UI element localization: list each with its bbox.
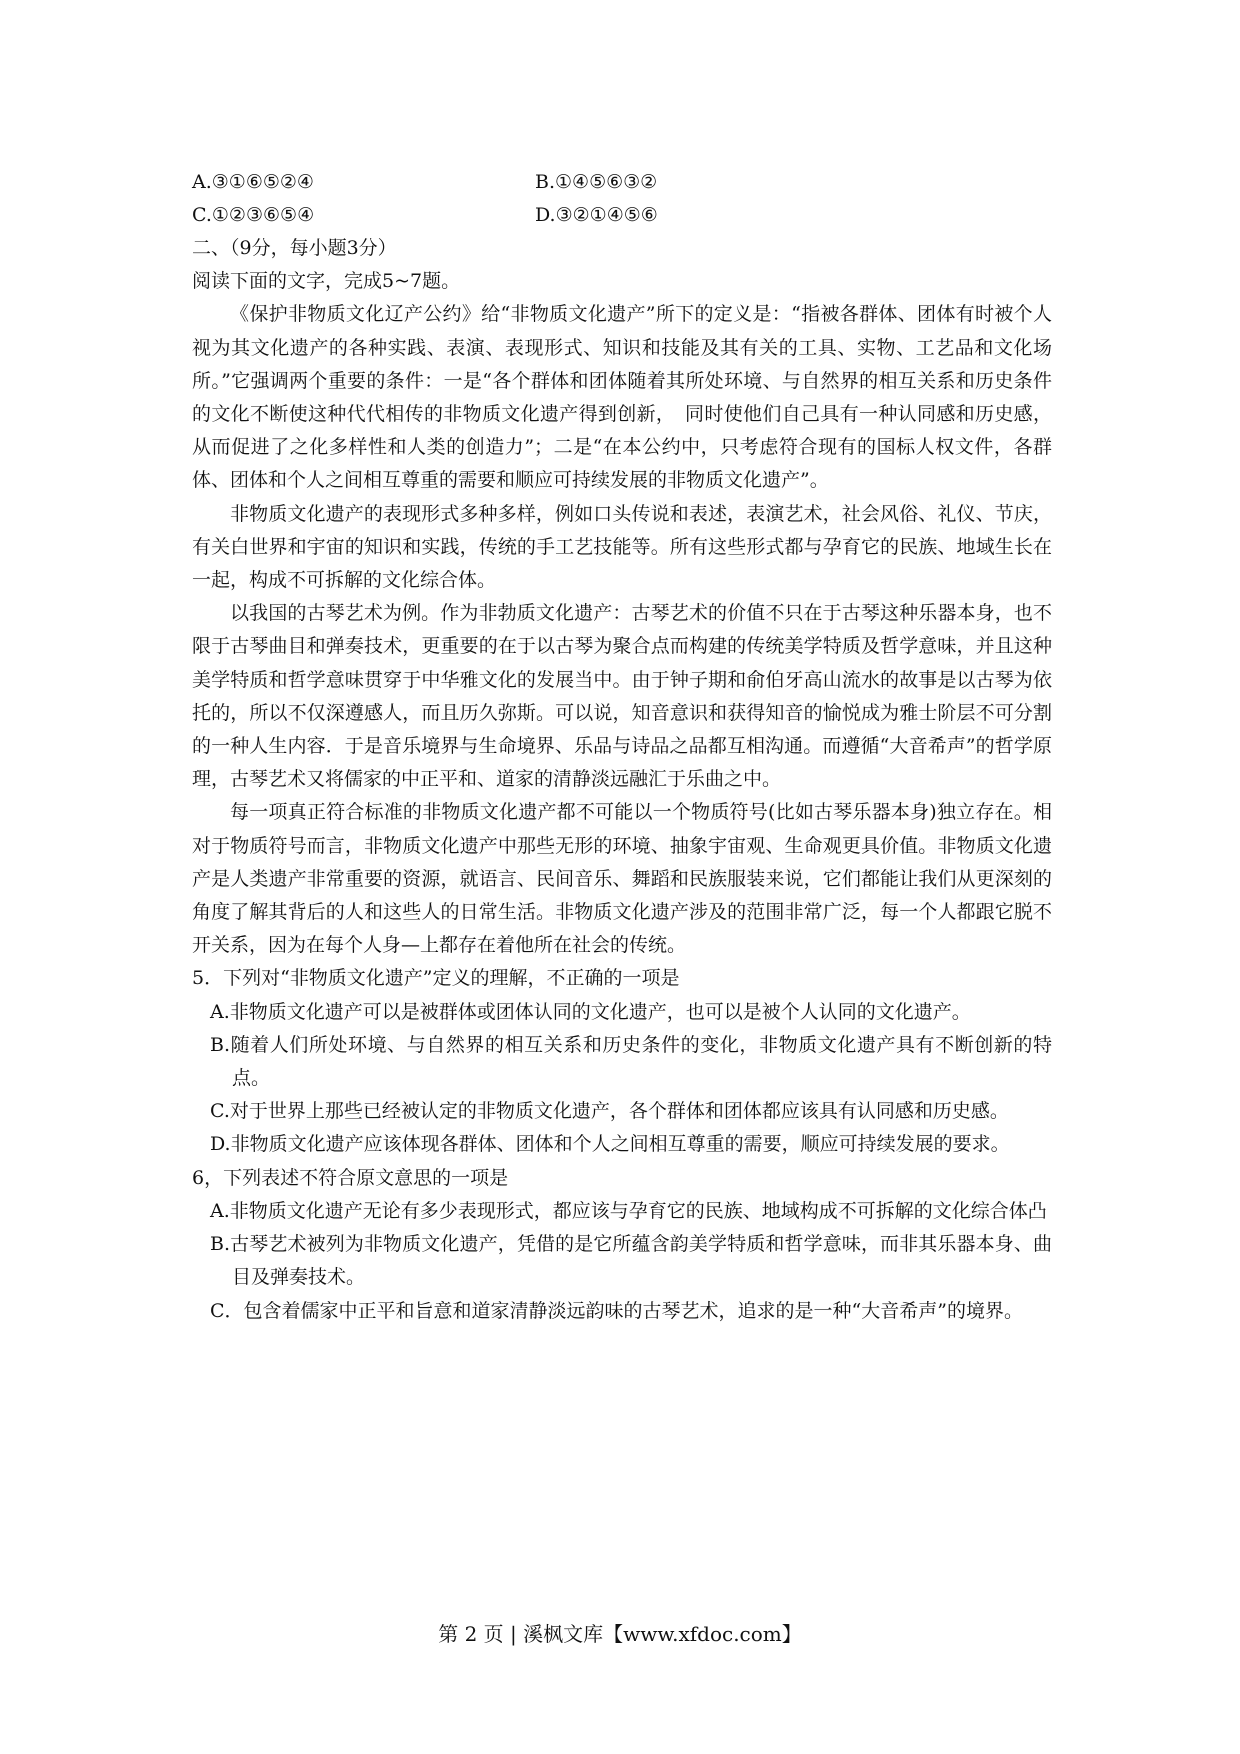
prev-options-row-2 [192,199,1052,232]
section-instruction: 阅读下面的文字，完成5~7题。 [192,270,461,293]
question-6-option-c: C．包含着儒家中正平和旨意和道家清静淡远韵味的古琴艺术，追求的是一种“大音希声”的境界。 [210,1299,1023,1322]
passage-paragraph-2: 非物质文化遗产的表现形式多种多样，例如口头传说和表述，表演艺术，社会风俗、礼仪、节庆，有关白世界和宇宙的知识和实践，传统的手工艺技能等。所有这些形式都与孕育它的民族、地域生长在一起，构成不可拆解的文化综合体。 [192,502,1052,592]
question-5-option-d: D.非物质文化遗产应该体现各群体、团体和个人之间相互尊重的需要，顺应可持续发展的要求。 [210,1133,1010,1156]
passage-paragraph-3: 以我国的古琴艺术为例。作为非勃质文化遗产：古琴艺术的价值不只在于古琴这种乐器本身，也不限于古琴曲目和弹奏技术，更重要的在于以古琴为聚合点而构建的传统美学特质及哲学意味，并且这种美学特质和哲学意味贯穿于中华雅文化的发展当中。由于钟子期和俞伯牙高山流水的故事是以古琴为依托的，所以不仅深遵感人，而且历久弥斯。可以说，知音意识和获得知音的愉悦成为雅士阶层不可分割的一种人生内容．于是音乐境界与生命境界、乐品与诗品之品都互相沟通。而遵循“大音希声”的哲学原理，古琴艺术又将儒家的中正平和、道家的清静淡远融汇于乐曲之中。 [192,602,1052,791]
passage-paragraph-4: 每一项真正符合标准的非物质文化遗产都不可能以一个物质符号(比如古琴乐器本身)独立存在。相对于物质符号而言，非物质文化遗产中那些无形的环境、抽象宇宙观、生命观更具价值。非物质文化遗产是人类遗产非常重要的资源，就语言、民间音乐、舞蹈和民族服装来说，它们都能让我们从更深刻的角度了解其背后的人和这些人的日常生活。非物质文化遗产涉及的范围非常广泛，每一个人都跟它脱不开关系，因为在每个人身—上都存在着他所在社会的传统。 [192,801,1052,957]
question-6-option-b: B.古琴艺术被列为非物质文化遗产，凭借的是它所蕴含韵美学特质和哲学意味，而非其乐器本身、曲目及弹奏技术。 [210,1233,1052,1289]
page-footer: 第 2 页 | 溪枫文库【www.xfdoc.com】 [438,1622,802,1646]
question-5-option-c: C.对于世界上那些已经被认定的非物质文化遗产，各个群体和团体都应该具有认同感和历史感。 [210,1100,1009,1123]
prev-option-c: C.①②③⑥⑤④ [192,204,315,226]
question-6-stem: 6，下列表述不符合原文意思的一项是 [192,1166,509,1189]
section-heading: 二、（9分，每小题3分） [192,237,397,259]
prev-option-a: A.③①⑥⑤②④ [192,171,314,193]
question-5-option-b: B.随着人们所处环境、与自然界的相互关系和历史条件的变化，非物质文化遗产具有不断创新的特点。 [210,1033,1052,1090]
passage-paragraph-1: 《保护非物质文化辽产公约》给“非物质文化遗产”所下的定义是：“指被各群体、团体有时被个人视为其文化遗产的各种实践、表演、表现形式、知识和技能及其有关的工具、实物、工艺品和文化场所。”它强调两个重要的条件：一是“各个群体和团体随着其所处环境、与自然界的相互关系和历史条件的文化不断使这种代代相传的非物质文化遗产得到创新， 同时使他们自己具有一种认同感和历史感，从而促进了之化多样性和人类的创造力”；二是“在本公约中，只考虑符合现有的国标人权文件，各群体、团体和个人之间相互尊重的需要和顺应可持续发展的非物质文化遗产”。 [192,303,1052,492]
prev-option-b: B.①④⑤⑥③② [535,171,658,193]
prev-options-row-1 [192,166,1052,199]
question-6-option-a: A.非物质文化遗产无论有多少表现形式，都应该与孕育它的民族、地域构成不可拆解的文化综合体凸 [210,1199,1047,1222]
question-5-option-a: A.非物质文化遗产可以是被群体或团体认同的文化遗产，也可以是被个人认同的文化遗产。 [210,1000,971,1023]
prev-option-d: D.③②①④⑤⑥ [535,204,658,226]
question-5-stem: 5．下列对“非物质文化遗产”定义的理解，不正确的一项是 [192,967,680,990]
page-content [192,166,1052,1328]
